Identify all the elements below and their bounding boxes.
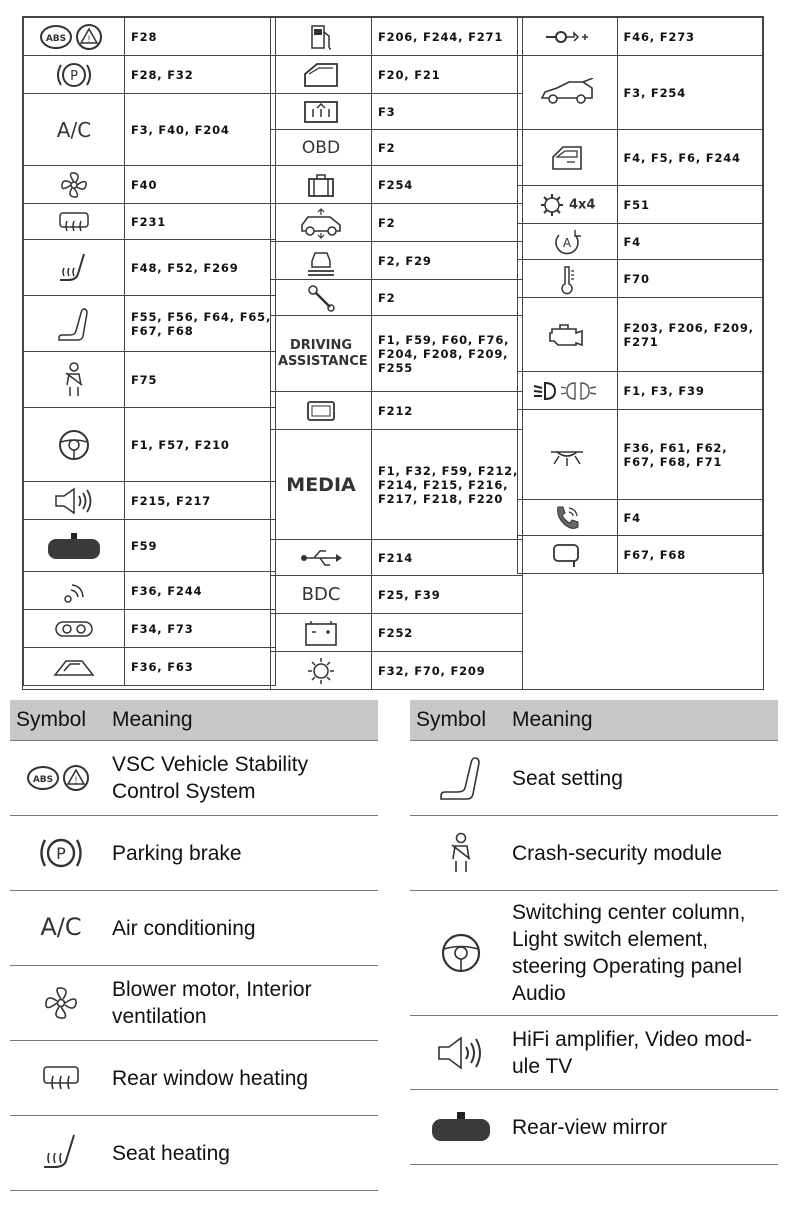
- fuse-list: F4, F5, F6, F244: [617, 130, 763, 186]
- fuse-list: F46, F273: [617, 18, 763, 56]
- fuse-list: F51: [617, 186, 763, 224]
- legend-row: [10, 891, 378, 966]
- legend-meaning: Rear window heating: [112, 1041, 378, 1116]
- mirror-icon: [24, 520, 125, 572]
- battery-icon: [271, 614, 372, 652]
- svg-text:P: P: [56, 844, 66, 863]
- auto-stop-icon: [518, 224, 618, 260]
- car-suspension-icon: [271, 204, 372, 242]
- legend-meaning: Air conditioning: [112, 891, 378, 966]
- fuse-list: F254: [372, 166, 523, 204]
- gear-4x4-icon-text: 4x4: [569, 197, 596, 212]
- legend-row: [410, 816, 778, 891]
- side-mirror-icon: [518, 536, 618, 574]
- engine-icon: [518, 298, 618, 372]
- fuse-list: F70: [617, 260, 763, 298]
- headlight-icon: [518, 372, 618, 410]
- fuse-column-2: [270, 17, 523, 690]
- display-icon: [271, 392, 372, 430]
- legend-meaning: Switching center column, Light switch element, steering Operating panel Audio: [512, 891, 778, 1016]
- interior-light-icon: [518, 410, 618, 500]
- svg-text:ABS: ABS: [45, 33, 67, 44]
- svg-text:P: P: [70, 68, 78, 84]
- meaning-header: Meaning: [112, 700, 378, 741]
- legend-row: [410, 1090, 778, 1165]
- fuse-list: F252: [372, 614, 523, 652]
- legend-meaning: Blower motor, Interior ventilation: [112, 966, 378, 1041]
- fuse-list: F40: [125, 166, 276, 204]
- legend-row: [410, 891, 778, 1016]
- legend-meaning: Seat setting: [512, 741, 778, 816]
- legend-meaning: Crash-security module: [512, 816, 778, 891]
- infinity-icon: [24, 610, 125, 648]
- obd-icon: [271, 130, 372, 166]
- legend-row: [410, 1016, 778, 1090]
- fuse-list: F2: [372, 130, 523, 166]
- driving-assistance-icon-text: DRIVING ASSISTANCE: [278, 337, 368, 369]
- fuse-list: F1, F59, F60, F76, F204, F208, F209, F255: [372, 316, 523, 392]
- sun-icon: [271, 652, 372, 690]
- media-icon: [271, 430, 372, 540]
- steering-wheel-icon: [410, 891, 512, 1016]
- fuse-list: F55, F56, F64, F65, F67, F68: [125, 296, 276, 352]
- fuse-list: F215, F217: [125, 482, 276, 520]
- luggage-icon: [271, 166, 372, 204]
- steering-wheel-icon: [24, 408, 125, 482]
- ac-icon: [10, 891, 112, 966]
- mirror-icon: [410, 1090, 512, 1165]
- svg-text:ABS: ABS: [32, 775, 54, 785]
- fuse-column-1: [23, 17, 276, 686]
- legend-row: [10, 816, 378, 891]
- car-trunk-icon: [518, 56, 618, 130]
- parking-brake-icon: [10, 816, 112, 891]
- obd-icon-text: OBD: [301, 137, 341, 158]
- rear-defrost-icon: [10, 1041, 112, 1116]
- legend-meaning: HiFi amplifier, Video mod-ule TV: [512, 1016, 778, 1090]
- fuse-list: F1, F3, F39: [617, 372, 763, 410]
- speaker-icon: [410, 1016, 512, 1090]
- fuse-list: F28, F32: [125, 56, 276, 94]
- legend-row: [10, 1041, 378, 1116]
- fuse-list: F206, F244, F271: [372, 18, 523, 56]
- seat-icon: [410, 741, 512, 816]
- legend-table-left: [10, 700, 378, 1191]
- seatbelt-icon: [410, 816, 512, 891]
- meaning-header: Meaning: [512, 700, 778, 741]
- svg-text:!: !: [74, 775, 78, 785]
- fuse-list: F36, F244: [125, 572, 276, 610]
- fuel-icon: [271, 18, 372, 56]
- car-lift-icon: [271, 242, 372, 280]
- key-icon: [518, 18, 618, 56]
- svg-text:!: !: [87, 33, 91, 44]
- fuse-list: F214: [372, 540, 523, 576]
- fuse-list: F32, F70, F209: [372, 652, 523, 690]
- door-icon: [518, 130, 618, 186]
- fuse-list: F2, F29: [372, 242, 523, 280]
- parking-brake-icon: [24, 56, 125, 94]
- fuse-list: F4: [617, 500, 763, 536]
- legend-table-right: [410, 700, 778, 1165]
- bdc-icon-text: BDC: [301, 584, 341, 605]
- fuse-list: F75: [125, 352, 276, 408]
- fuse-list: F48, F52, F269: [125, 240, 276, 296]
- fuse-list: F2: [372, 280, 523, 316]
- fuse-list: F34, F73: [125, 610, 276, 648]
- legend-meaning: VSC Vehicle Stability Control System: [112, 741, 378, 816]
- fuse-list: F28: [125, 18, 276, 56]
- window-icon: [271, 56, 372, 94]
- usb-icon: [271, 540, 372, 576]
- driving-assistance-icon: [271, 316, 372, 392]
- ac-icon-text: A/C: [40, 913, 82, 941]
- rear-defrost-icon: [24, 204, 125, 240]
- fuse-list: F67, F68: [617, 536, 763, 574]
- fuse-list: F212: [372, 392, 523, 430]
- fuse-list: F3: [372, 94, 523, 130]
- horn-icon: [271, 280, 372, 316]
- seatbelt-icon: [24, 352, 125, 408]
- legend-meaning: Seat heating: [112, 1116, 378, 1191]
- bdc-icon: [271, 576, 372, 614]
- fuse-list: F20, F21: [372, 56, 523, 94]
- fuse-list: F1, F57, F210: [125, 408, 276, 482]
- sunroof-icon: [24, 648, 125, 686]
- abs-warning-icon: [24, 18, 125, 56]
- legend-row: [10, 1116, 378, 1191]
- legend-meaning: Parking brake: [112, 816, 378, 891]
- thermometer-icon: [518, 260, 618, 298]
- signal-icon: [24, 572, 125, 610]
- ac-icon-text: A/C: [56, 117, 92, 142]
- fuse-list: F1, F32, F59, F212, F214, F215, F216, F217, F218, F220: [372, 430, 523, 540]
- legend-header: [410, 700, 778, 741]
- fuse-list: F36, F63: [125, 648, 276, 686]
- fuse-column-3: [517, 17, 763, 574]
- fuse-list: F2: [372, 204, 523, 242]
- gear-4x4-icon: [518, 186, 618, 224]
- media-icon-text: MEDIA: [286, 473, 356, 496]
- fan-icon: [10, 966, 112, 1041]
- fuse-list: F59: [125, 520, 276, 572]
- svg-text:A: A: [563, 235, 572, 250]
- speaker-icon: [24, 482, 125, 520]
- fuse-list: F36, F61, F62, F67, F68, F71: [617, 410, 763, 500]
- fuse-list: F4: [617, 224, 763, 260]
- abs-warning-icon: [10, 741, 112, 816]
- legend-header: [10, 700, 378, 741]
- symbol-header: Symbol: [410, 700, 512, 741]
- fuse-table: [22, 16, 764, 690]
- symbol-header: Symbol: [10, 700, 112, 741]
- phone-icon: [518, 500, 618, 536]
- fuse-list: F231: [125, 204, 276, 240]
- ac-icon: [24, 94, 125, 166]
- seat-heat-icon: [10, 1116, 112, 1191]
- heated-window-icon: [271, 94, 372, 130]
- fuse-list: F3, F40, F204: [125, 94, 276, 166]
- legend-row: [410, 741, 778, 816]
- legend-row: [10, 966, 378, 1041]
- seat-heat-icon: [24, 240, 125, 296]
- fuse-list: F203, F206, F209, F271: [617, 298, 763, 372]
- fan-icon: [24, 166, 125, 204]
- fuse-list: F25, F39: [372, 576, 523, 614]
- seat-icon: [24, 296, 125, 352]
- fuse-list: F3, F254: [617, 56, 763, 130]
- legend-row: [10, 741, 378, 816]
- legend-meaning: Rear-view mirror: [512, 1090, 778, 1165]
